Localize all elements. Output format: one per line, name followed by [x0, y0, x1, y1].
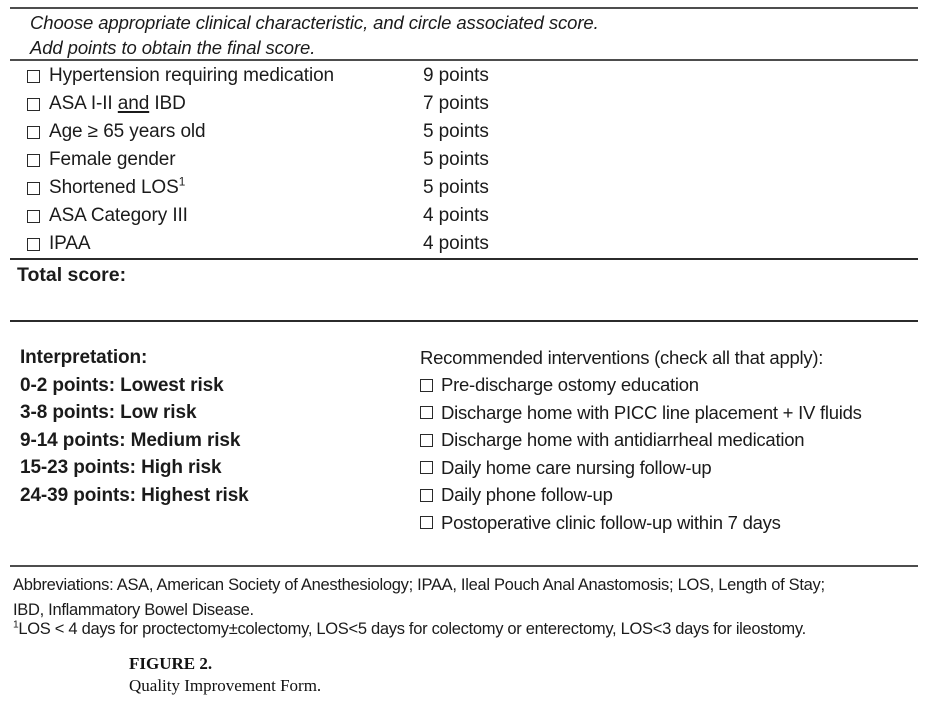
- characteristic-label: ASA Category III: [49, 205, 188, 226]
- points-value: 4 points: [423, 233, 489, 254]
- intervention-label: Discharge home with PICC line placement + IV fluids: [441, 401, 862, 423]
- checkbox-hypertension[interactable]: [27, 70, 40, 83]
- characteristic-label: Hypertension requiring medication: [49, 65, 335, 86]
- divider-bottom: [10, 565, 918, 567]
- instruction-line-2: Add points to obtain the final score.: [30, 36, 316, 58]
- checkbox-asa-iii[interactable]: [27, 210, 40, 223]
- intervention-label: Postoperative clinic follow-up within 7 days: [441, 511, 781, 533]
- checkbox-female-gender[interactable]: [27, 154, 40, 167]
- checkbox-ipaa[interactable]: [27, 238, 40, 251]
- characteristic-row: [0, 174, 933, 202]
- characteristic-label: Shortened LOS$^1$: [49, 175, 186, 198]
- intervention-label: Pre-discharge ostomy education: [441, 374, 699, 396]
- abbreviations-note: [13, 573, 825, 622]
- abbreviations-line-1: Abbreviations: ASA, American Society of Anesthesiology; IPAA, Ileal Pouch Anal Anastomosis; LOS, Length of Stay;: [13, 576, 825, 594]
- interpretation-section: [20, 344, 249, 509]
- points-value: 5 points: [423, 149, 489, 170]
- los-footnote: $^1$LOS < 4 days for proctectomy±colectomy, LOS<5 days for colectomy or enterectomy, LOS<3 days for ileostomy.: [13, 619, 806, 638]
- characteristic-row: [0, 118, 933, 146]
- total-score-label: Total score:: [17, 264, 127, 286]
- interpretation-item: 15-23 points: High risk: [20, 457, 222, 478]
- intervention-label: Discharge home with antidiarrheal medication: [441, 429, 805, 451]
- interpretation-item: 0-2 points: Lowest risk: [20, 374, 224, 396]
- intervention-row: [420, 454, 862, 482]
- divider-top: [10, 7, 918, 9]
- form-instructions: [30, 11, 599, 60]
- interpretation-item: 24-39 points: Highest risk: [20, 484, 249, 506]
- instruction-line-1: Choose appropriate clinical characteristic, and circle associated score.: [30, 12, 599, 33]
- points-value: 7 points: [423, 93, 489, 114]
- points-value: 5 points: [423, 121, 489, 142]
- points-value: 9 points: [423, 65, 489, 86]
- checkbox-antidiarrheal[interactable]: [420, 434, 433, 447]
- intervention-label: Daily home care nursing follow-up: [441, 456, 712, 478]
- interpretation-item: 3-8 points: Low risk: [20, 402, 197, 423]
- divider-interpretation: [10, 320, 918, 322]
- interventions-section: [420, 344, 862, 537]
- checkbox-phone-followup[interactable]: [420, 489, 433, 502]
- intervention-row: [420, 399, 862, 427]
- divider-header: [10, 59, 918, 61]
- points-value: 5 points: [423, 177, 489, 198]
- abbreviations-line-2: IBD, Inflammatory Bowel Disease.: [13, 600, 254, 619]
- characteristic-row: [0, 62, 933, 90]
- intervention-row: [420, 509, 862, 537]
- checkbox-asa-ibd[interactable]: [27, 98, 40, 111]
- interpretation-title: Interpretation:: [20, 347, 148, 368]
- intervention-label: Daily phone follow-up: [441, 484, 613, 506]
- checkbox-ostomy-education[interactable]: [420, 379, 433, 392]
- intervention-row: [420, 482, 862, 510]
- divider-total-score: [10, 258, 918, 260]
- characteristic-label: IPAA: [49, 233, 91, 254]
- characteristic-row: [0, 90, 933, 118]
- interventions-title: Recommended interventions (check all that apply):: [420, 347, 824, 368]
- checkbox-home-care-nursing[interactable]: [420, 461, 433, 474]
- characteristic-label: Female gender: [49, 149, 176, 170]
- interpretation-item: 9-14 points: Medium risk: [20, 429, 241, 451]
- checkbox-clinic-followup[interactable]: [420, 516, 433, 529]
- points-value: 4 points: [423, 205, 489, 226]
- characteristic-row: [0, 230, 933, 258]
- checkbox-picc-iv-fluids[interactable]: [420, 406, 433, 419]
- figure-title: Quality Improvement Form.: [129, 676, 322, 695]
- intervention-row: [420, 427, 862, 455]
- figure-caption: [129, 653, 321, 697]
- figure-label: FIGURE 2.: [129, 654, 213, 673]
- intervention-row: [420, 372, 862, 400]
- characteristic-row: [0, 202, 933, 230]
- characteristic-label: ASA I-II and IBD: [49, 93, 186, 114]
- characteristic-row: [0, 146, 933, 174]
- characteristic-label: Age ≥ 65 years old: [49, 121, 206, 142]
- checkbox-age-65[interactable]: [27, 126, 40, 139]
- checkbox-shortened-los[interactable]: [27, 182, 40, 195]
- characteristics-checklist: [0, 62, 933, 258]
